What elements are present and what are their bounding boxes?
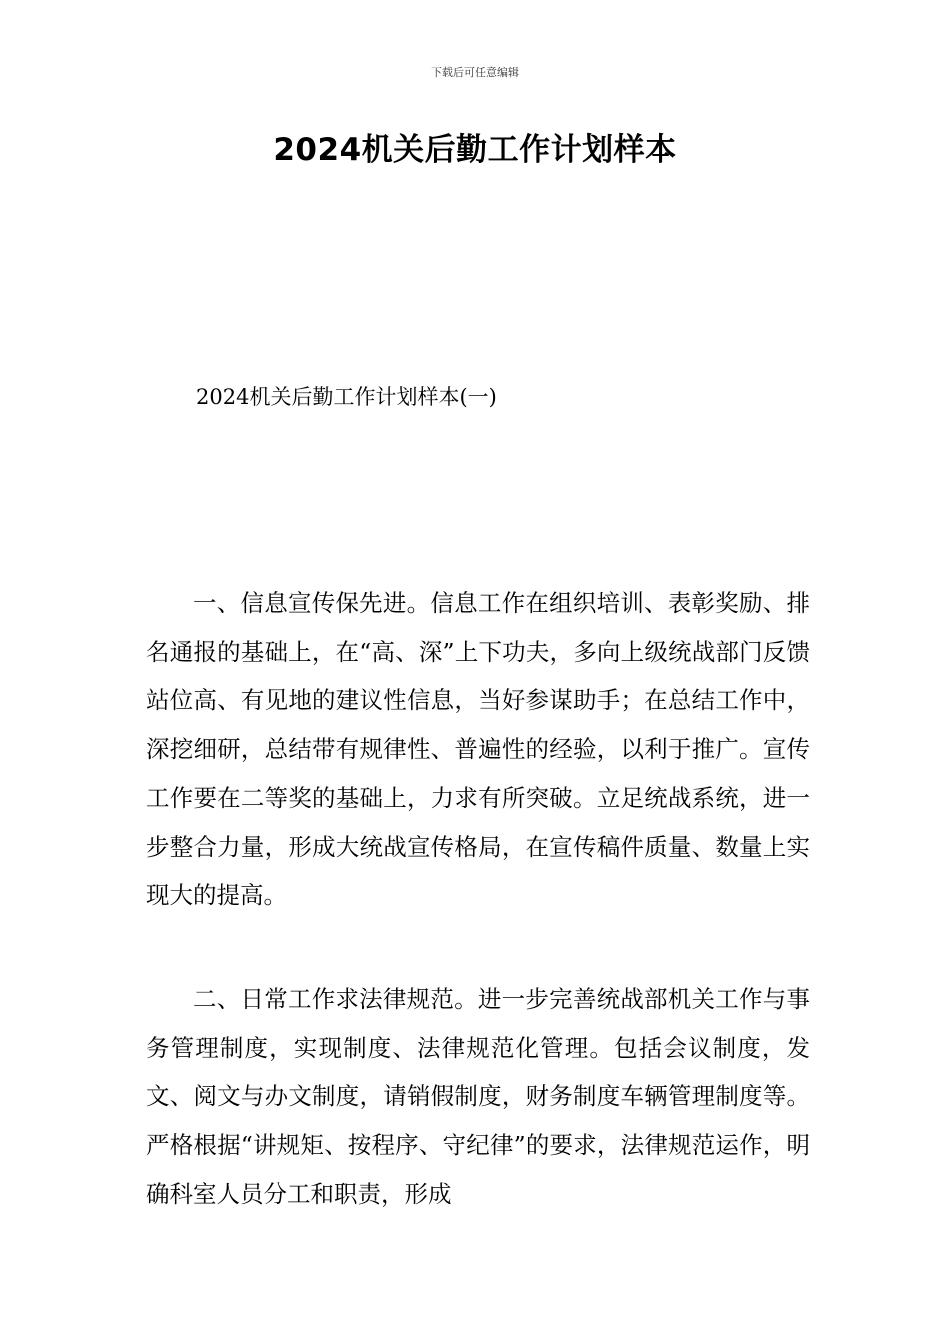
header-note: 下载后可任意编辑 — [431, 66, 519, 79]
paragraph-2: 二、日常工作求法律规范。进一步完善统战部机关工作与事务管理制度，实现制度、法律规范化管理。包括会议制度，发文、阅文与办文制度，请销假制度，财务制度车辆管理制度等。严格根据“讲规矩、按程序、守纪律”的要求，法律规范运作，明确科室人员分工和职责，形成 — [146, 985, 810, 1208]
document-title: 2024机关后勤工作计划样本 — [273, 132, 677, 168]
paragraph-1: 一、信息宣传保先进。信息工作在组织培训、表彰奖励、排名通报的基础上，在“高、深”上下功夫，多向上级统战部门反馈站位高、有见地的建议性信息，当好参谋助手；在总结工作中，深挖细研，总结带有规律性、普遍性的经验，以利于推广。宣传工作要在二等奖的基础上，力求有所突破。立足统战系统，进一步整合力量，形成大统战宣传格局，在宣传稿件质量、数量上实现大的提高。 — [146, 589, 810, 910]
section-title: 2024机关后勤工作计划样本(一) — [196, 385, 497, 409]
